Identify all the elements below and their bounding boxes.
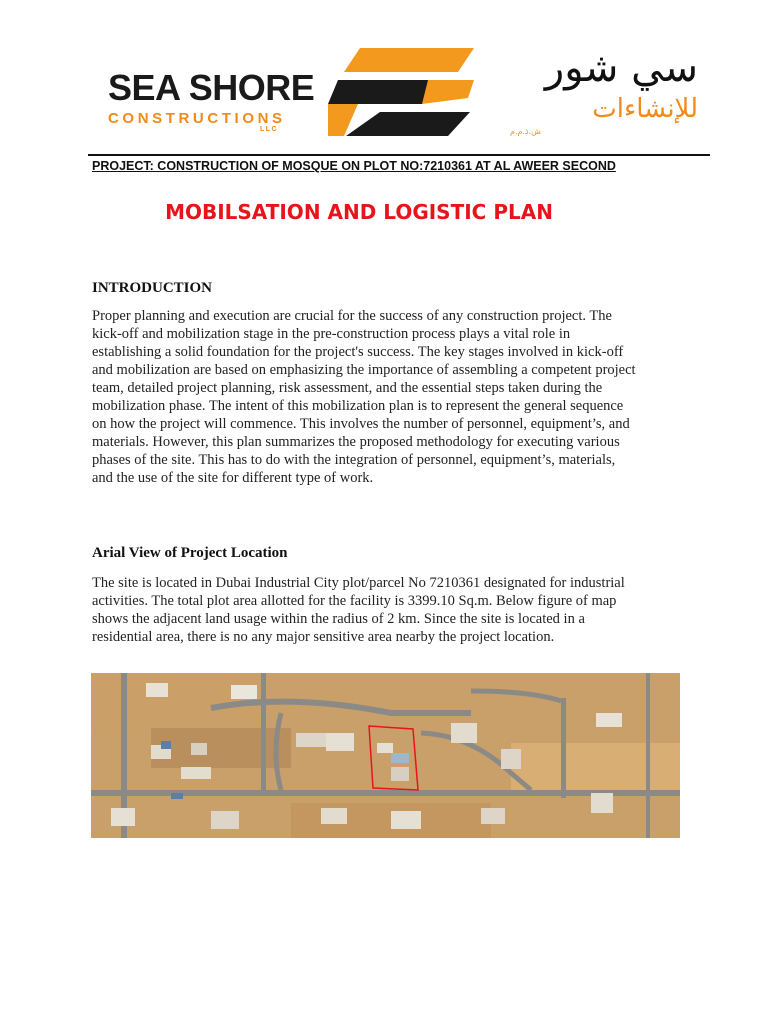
- location-heading: Arial View of Project Location: [92, 545, 288, 561]
- company-subtitle: CONSTRUCTIONS: [108, 110, 286, 127]
- intro-heading: INTRODUCTION: [92, 280, 213, 296]
- intro-paragraph: Proper planning and execution are crucial for the success of any construction project. The kick-off and mobilization stage in the pre-construction process plays a vital role in establishing a solid foundation for the project's success. The key stages involved in kick-off and mobilization are based on emphasizing the importance of assembling a competent project team, detailed project planning, risk assessment, and the essential steps taken during the mobilization phase. The intent of this mobilization plan is to represent the general sequence on how the project will commence. This involves the number of personnel, equipment’s, and materials. However, this plan summarizes the proposed methodology for executing various phases of the site. This has to do with the integration of personnel, equipment’s, materials, and the use of the site for different type of work.: [92, 308, 636, 486]
- location-paragraph: The site is located in Dubai Industrial City plot/parcel No 7210361 designated for industrial activities. The total plot area allotted for the facility is 3399.10 Sq.m. Below figure of map shows the adjacent land usage within the radius of 2 km. Since the site is located in a residential area, there is no any major sensitive area nearby the project location.: [92, 575, 625, 645]
- project-title-line: PROJECT: CONSTRUCTION OF MOSQUE ON PLOT NO:7210361 AT AL AWEER SECOND: [92, 159, 616, 173]
- company-llc: LLC: [260, 126, 279, 133]
- company-logo-icon: [328, 46, 476, 138]
- arabic-company-llc: ش.ذ.م.م: [510, 127, 541, 136]
- aerial-map-image: [91, 673, 680, 838]
- arabic-company-subtitle: للإنشاءات: [592, 94, 698, 124]
- arabic-company-name: سي شور: [544, 45, 698, 91]
- company-name: SEA SHORE: [108, 67, 315, 108]
- header-divider: [88, 154, 710, 156]
- document-title: MOBILSATION AND LOGISTIC PLAN: [165, 200, 553, 224]
